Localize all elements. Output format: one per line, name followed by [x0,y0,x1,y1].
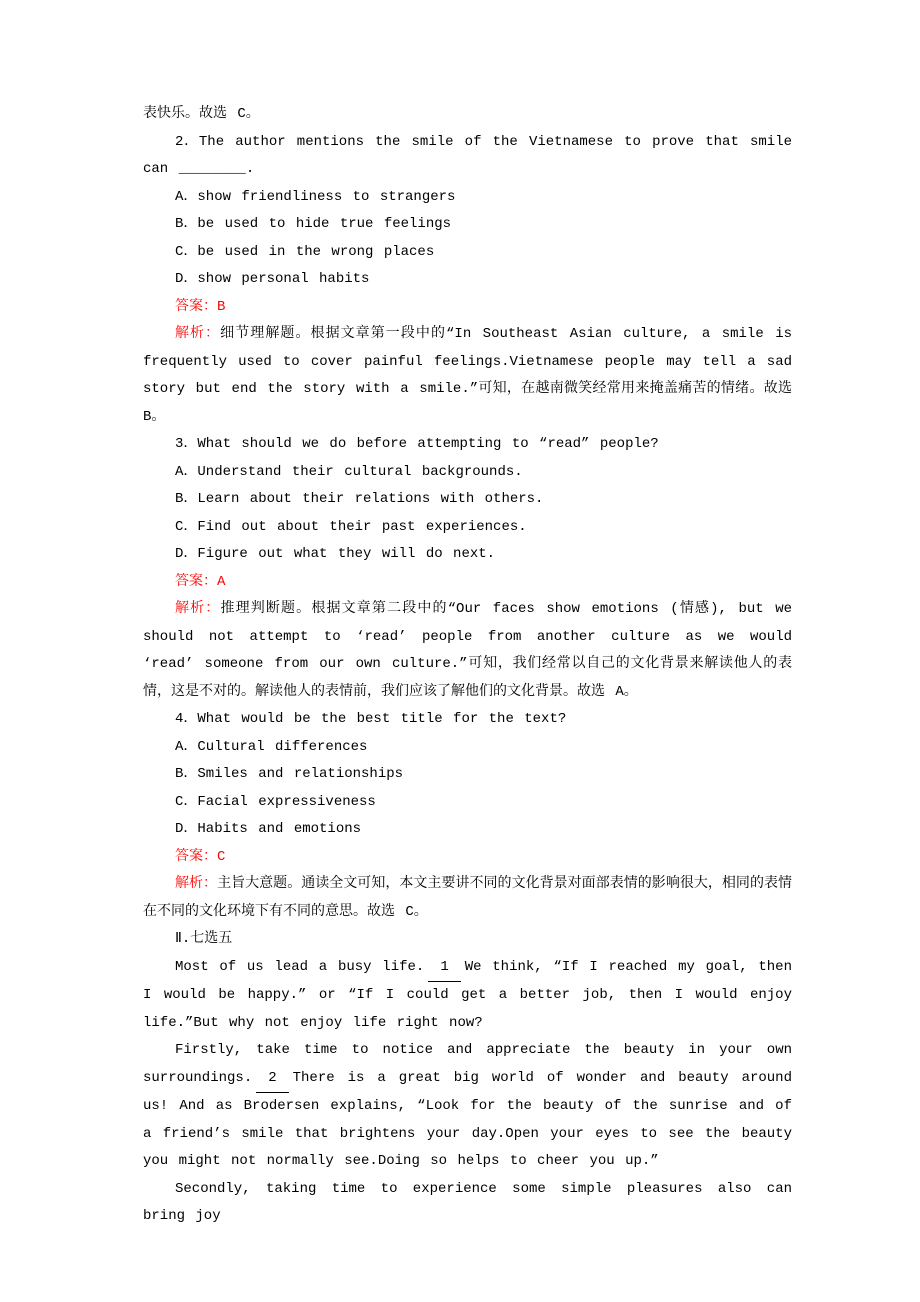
question-3-analysis [143,596,792,706]
analysis-label: 解析： [175,876,218,892]
question-4-option-d: D．Habits and emotions [175,821,362,837]
question-3-option-c: C．Find out about their past experiences. [175,518,527,535]
question-2-option-b: B．be used to hide true feelings [175,216,452,232]
cloze-blank-1: 1 [428,954,460,983]
question-3-answer: 答案：A [175,573,226,590]
analysis-text: 细节理解题。根据文章第一段中的“In Southeast Asian culture, a smile is frequently used to cover painful feelings.Vietnamese people may tell a sad story but end the story with a smile.”可知，在越南微笑经常用来掩盖痛苦的情绪。故选 B。 [143,326,793,425]
question-3-option-a: A．Understand their cultural backgrounds. [175,463,523,480]
cloze-text: Most of us lead a busy life. [175,958,425,975]
question-4-option-a: A．Cultural differences [175,738,368,755]
question-4-analysis [143,871,792,926]
carryover-text: 表快乐。故选 C。 [143,106,260,122]
cloze-paragraph-2 [143,1037,792,1176]
cloze-text: There is a great big world of wonder and beauty around us! And as Brodersen explains, “Look for the beauty of the sunrise and of a friend’s smile that brightens your day.Open your eyes to see the beauty you might not normally see.Doing so helps to cheer you up.” [143,1069,792,1169]
analysis-text: 主旨大意题。通读全文可知，本文主要讲不同的文化背景对面部表情的影响很大，相同的表情在不同的文化环境下有不同的意思。故选 C。 [143,876,793,920]
section-heading-cloze: Ⅱ.七选五 [175,931,233,947]
analysis-label: 解析： [175,326,221,342]
cloze-text: Firstly, take time to notice and appreciate the beauty in your own surroundings. [143,1042,792,1086]
analysis-text: 推理判断题。根据文章第二段中的“Our faces show emotions (情感), but we should not attempt to ‘read’ people from another culture as we would ‘read’ someone from our own culture.”可知，我们经常以自己的文化背景来解读他人的表情，这是不对的。解读他人的表情前，我们应该了解他们的文化背景。故选 A。 [143,601,793,700]
question-2-option-a: A．show friendliness to strangers [175,188,456,205]
question-2-analysis [143,321,792,431]
question-3-option-d: D．Figure out what they will do next. [175,546,496,562]
cloze-paragraph-3: Secondly, taking time to experience some simple pleasures also can bring joy [143,1180,792,1224]
question-3-option-b: B．Learn about their relations with others. [175,491,544,507]
cloze-blank-2: 2 [256,1065,288,1094]
cloze-paragraph-1 [143,954,792,1038]
question-4-stem: 4．What would be the best title for the text? [175,711,567,727]
question-2-stem: 2．The author mentions the smile of the Vietnamese to prove that smile can ________. [143,133,792,177]
cloze-text: We think, “If I reached my goal, then I would be happy.” or “If I could get a better job, then I would enjoy life.”But why not enjoy life right now? [143,958,792,1031]
question-4-option-c: C．Facial expressiveness [175,793,376,810]
question-2-option-c: C．be used in the wrong places [175,243,435,260]
question-3-stem: 3．What should we do before attempting to “read” people? [175,436,659,452]
question-2-answer: 答案：B [175,298,226,315]
question-4-answer: 答案：C [175,848,226,865]
analysis-label: 解析： [175,601,221,617]
question-2-option-d: D．show personal habits [175,271,370,287]
question-4-option-b: B．Smiles and relationships [175,766,404,782]
